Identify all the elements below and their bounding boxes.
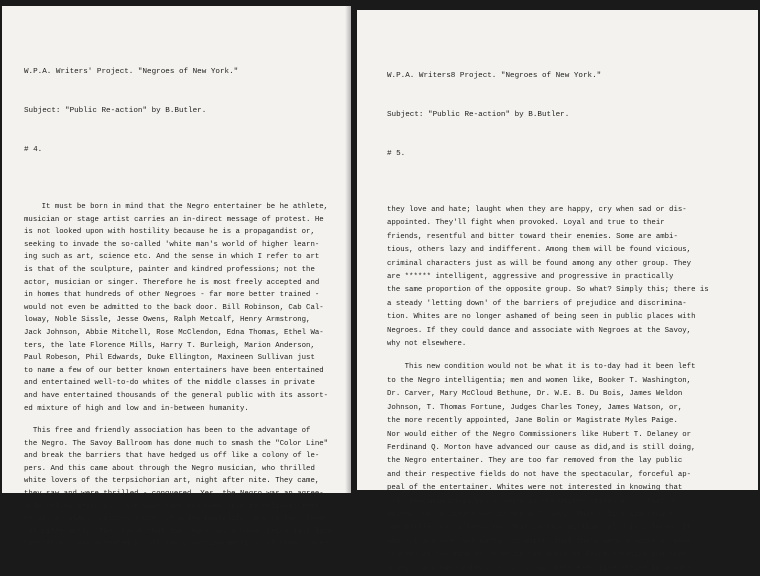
text-line: why not elsewhere. xyxy=(387,340,467,349)
text-line: This free and friendly association has been to the advantage of xyxy=(24,427,311,436)
text-line: loway, Noble Sissle, Jesse Owens, Ralph Metcalf, Henry Armstrong, xyxy=(24,316,311,325)
text-line: Dr. Carver, Mary McCloud Bethune, Dr. W.E. B. Du Bois, James Weldon xyxy=(387,390,683,399)
header-subject-line: Subject: "Public Re-action" by B.Butler. xyxy=(387,111,570,119)
text-line: the more recently appointed, Jane Bolin or Magistrate Myles Paige. xyxy=(387,417,678,426)
text-line: ters, the late Florence Mills, Harry T. Burleigh, Marion Anderson, xyxy=(24,341,315,350)
right-page-body xyxy=(387,204,750,576)
text-line: friends, resentful and bitter toward their enemies. Some are ambi- xyxy=(387,232,678,241)
text-line: Johnson, T. Thomas Fortune, Judges Charles Toney, James Watson, or, xyxy=(387,403,683,412)
text-line: and entertained well-to-do whites of the middle classes in private xyxy=(24,379,315,388)
text-line: to the Negro intelligentia; men and women like, Booker T. Washington, xyxy=(387,376,692,385)
text-line: able fellow after all. Not what they had been lead to believe; that xyxy=(24,502,320,511)
text-line: actor, musician or singer. Therefore he is most freely accepted and xyxy=(24,278,320,287)
text-line: tious, others lazy and indifferent. Among them will be found vicious, xyxy=(387,246,692,255)
text-line: he was a 'black, vicious brute' of a low mentality. And so they found xyxy=(24,515,329,524)
header-page-number: # 4. xyxy=(24,146,43,154)
text-line: a steady 'letting down' of the barriers of prejudice and discrimina- xyxy=(387,299,687,308)
text-line: appointed. They'll fight when provoked. Loyal and true to their xyxy=(387,219,665,228)
left-page-header xyxy=(24,40,343,183)
text-line: a Negro and many others of our group, held executive office in a num- xyxy=(387,564,692,573)
text-line: Negroes at one time or other in the House of Representative and that xyxy=(387,551,687,560)
text-line: in homes that hundreds of other Negroes - far more better trained - xyxy=(24,291,320,300)
paragraph xyxy=(387,361,750,576)
text-line: Bishop, was a lieutenant in the U.S. Navy. That Police Lieutenant xyxy=(387,510,674,519)
text-line: and have entertained thousands of the general public with its assort- xyxy=(24,391,329,400)
left-page xyxy=(2,6,351,549)
text-line: is that of the sculpture, painter and kindred professions; not the xyxy=(24,265,315,274)
text-line: and break the barriers that have hedged us off like a colony of le- xyxy=(24,452,320,461)
text-line: Nor would either of the Negro Commissioners like Hubert T. Delaney or xyxy=(387,430,692,439)
header-project-line: W.P.A. Writers8 Project. "Negroes of New York." xyxy=(387,72,602,80)
right-page xyxy=(357,10,758,573)
text-line: criminal characters just as will be found among any other group. They xyxy=(387,259,692,268)
paragraph xyxy=(24,425,343,551)
text-line: Ferdinand Q. Morton have advanced our cause as did,and is still doing, xyxy=(387,443,696,452)
text-line: Paul Robeson, Phil Edwards, Duke Ellington, Maxineen Sullivan just xyxy=(24,354,315,363)
text-line: they saw and were thrilled - conquered. Yes, the Negro was an agree- xyxy=(24,490,324,499)
text-line: the Negro. The Savoy Ballroom has done much to smash the "Color Line" xyxy=(24,439,329,448)
right-page-header xyxy=(387,44,750,187)
paragraph xyxy=(387,204,750,351)
text-line: Jack Johnson, Abbie Mitchell, Rose McClendon, Edna Thomas, Ethel Wa- xyxy=(24,328,324,337)
left-page-body xyxy=(24,201,343,551)
text-line: did not and does not matter to whites that there were a score or more xyxy=(387,537,692,546)
text-line: musician or stage artist carries an in-direct message of protest. He xyxy=(24,215,324,224)
text-line: ed mixture of high and low and in-between humanity. xyxy=(24,404,249,413)
text-line: ing such as art, science etc. And the sense in which I refer to art xyxy=(24,253,320,262)
text-line: to name a few of our better known entertainers have been entertained xyxy=(24,366,324,375)
text-line: the same proportion of the opposite group. So what? Simply this; there is xyxy=(387,286,709,295)
text-line: tion. Whites are no longer ashamed of being seen in public places with xyxy=(387,313,696,322)
text-line: is not looked upon with hostility because he is a propagandist or, xyxy=(24,228,315,237)
text-line: are ****** intelligent, aggressive and progressive in practically xyxy=(387,273,674,282)
text-line: and their respective fields do not have the spectacular, forceful ap- xyxy=(387,470,692,479)
text-line: out differently. They found that the Negro was a human being just like xyxy=(24,527,333,536)
text-line: Negroes. If they could dance and associate with Negroes at the Savoy, xyxy=(387,326,692,335)
text-line: the Negro entertainer. They are too far removed from the lay public xyxy=(387,457,683,466)
header-page-number: # 5. xyxy=(387,150,406,158)
text-line: pers. And this came about through the Negro musician, who thrilled xyxy=(24,464,315,473)
text-line: would not even be admitted to the back door. Bill Robinson, Cab Cal- xyxy=(24,303,324,312)
paragraph xyxy=(24,201,343,415)
text-line: This new condition would not be what it is to-day had it been left xyxy=(387,363,696,372)
text-line: themselves; was actuated by all the governing emotions of other races; xyxy=(24,540,333,549)
text-line: peal of the entertainer. Whites were not interested in knowing that xyxy=(387,484,683,493)
header-project-line: W.P.A. Writers' Project. "Negroes of New York." xyxy=(24,68,239,76)
header-subject-line: Subject: "Public Re-action" by B.Butler. xyxy=(24,107,207,115)
text-line: white lovers of the terpsichorian art, night after nite. They came, xyxy=(24,477,320,486)
text-line: Col. Benjamin Davis,was a Negro in the United States Army; that Dr. xyxy=(387,497,683,506)
text-line: seeking to invade the so-called 'white man's world of higher learn- xyxy=(24,240,320,249)
text-line: they love and hate; laught when they are happy, cry when sad or dis- xyxy=(387,206,687,214)
text-line: Sam Battles was a Negro nor that Captain Williams also is colored. It xyxy=(387,524,692,533)
text-line: It must be born in mind that the Negro entertainer be he athlete, xyxy=(24,203,329,211)
